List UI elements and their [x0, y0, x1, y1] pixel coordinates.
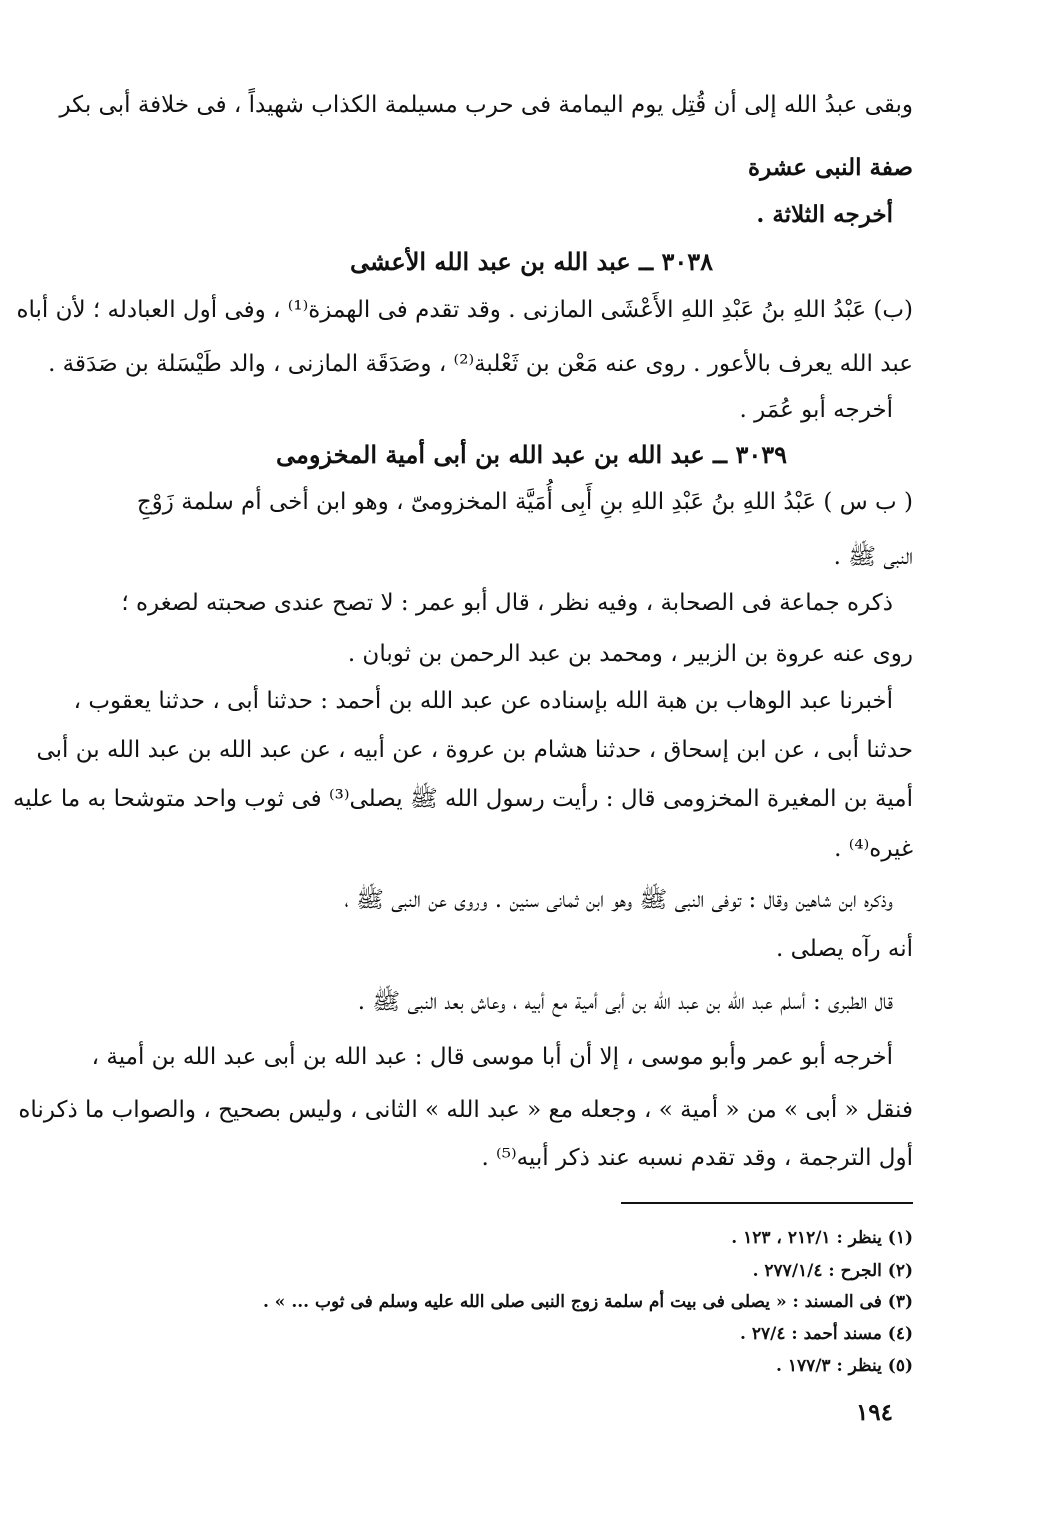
text-line: روى عنه عروة بن الزبير ، ومحمد بن عبد الرحمن بن ثوبان .: [347, 641, 913, 667]
text-line: أخرجه الثلاثة .: [756, 201, 893, 228]
text-line: غيره⁽⁴⁾ .: [834, 836, 913, 862]
text-line: ( ب س ) عَبْدُ اللهِ بنُ عَبْدِ اللهِ بنِ أَبِى أُمَيَّة المخزومىّ ، وهو ابن أخى أم سلمة زَوْجِ: [136, 489, 913, 515]
footnote: (١) ينظر : ٢١٢/١ ، ١٢٣ .: [731, 1228, 913, 1248]
text-line: النبى ﷺ .: [833, 544, 913, 570]
text-line: وذكره ابن شاهين وقال : توفى النبى ﷺ وهو ابن ثمانى سنين . وروى عن النبى ﷺ ،: [344, 887, 893, 913]
text-line: أنه رآه يصلى .: [775, 936, 913, 962]
text-line: أخبرنا عبد الوهاب بن هبة الله بإسناده عن عبد الله بن أحمد : حدثنا أبى ، حدثنا يعقوب ،: [73, 688, 893, 714]
text-line: أخرجه أبو عمر وأبو موسى ، إلا أن أبا موسى قال : عبد الله بن أبى عبد الله بن أمية ،: [91, 1044, 893, 1070]
text-line: قال الطبرى : أسلم عبد الله بن عبد الله بن أبى أمية مع أبيه ، وعاش بعد النبى ﷺ .: [357, 989, 893, 1015]
text-line: حدثنا أبى ، عن ابن إسحاق ، حدثنا هشام بن عروة ، عن أبيه ، عن عبد الله بن عبد الله بن أبى: [36, 737, 913, 763]
page-number: ١٩٤: [855, 1399, 893, 1426]
text-line: (ب) عَبْدُ اللهِ بنُ عَبْدِ اللهِ الأَعْشَى المازنى . وقد تقدم فى الهمزة⁽¹⁾ ، وفى أول العبادله ؛ لأن أباه: [16, 297, 913, 323]
footnote: (٥) ينظر : ١٧٧/٣ .: [775, 1356, 913, 1376]
text-line: أخرجه أبو عُمَر .: [739, 397, 893, 423]
footnote: (٣) فى المسند : « يصلى فى بيت أم سلمة زوج النبى صلى الله عليه وسلم فى ثوب ... » .: [262, 1292, 913, 1312]
text-line: أمية بن المغيرة المخزومى قال : رأيت رسول الله ﷺ يصلى⁽³⁾ فى ثوب واحد متوشحا به ما عليه: [12, 786, 913, 812]
text-line: وبقى عبدُ الله إلى أن قُتِل يوم اليمامة فى حرب مسيلمة الكذاب شهيداً ، فى خلافة أبى بكر: [59, 92, 913, 118]
text-line: صفة النبى عشرة: [748, 154, 913, 181]
entry-heading: ٣٠٣٨ ــ عبد الله بن عبد الله الأعشى: [349, 247, 714, 276]
text-line: عبد الله يعرف بالأعور . روى عنه مَعْن بن ثَعْلبة⁽²⁾ ، وصَدَقَة المازنى ، والد طَيْسَلة بن صَدَقة .: [48, 351, 913, 377]
footnote: (٤) مسند أحمد : ٢٧/٤ .: [740, 1324, 913, 1344]
text-line: أول الترجمة ، وقد تقدم نسبه عند ذكر أبيه⁽⁵⁾ .: [481, 1145, 913, 1171]
footnote-separator: [621, 1202, 913, 1204]
text-line: فنقل « أبى » من « أمية » ، وجعله مع « عبد الله » الثانى ، وليس بصحيح ، والصواب ما ذكرناه: [18, 1097, 913, 1123]
text-line: ذكره جماعة فى الصحابة ، وفيه نظر ، قال أبو عمر : لا تصح عندى صحبته لصغره ؛: [121, 590, 893, 616]
footnote: (٢) الجرح : ٢٧٧/١/٤ .: [752, 1261, 913, 1281]
entry-heading: ٣٠٣٩ ــ عبد الله بن عبد الله بن أبى أمية المخزومى: [275, 440, 787, 469]
